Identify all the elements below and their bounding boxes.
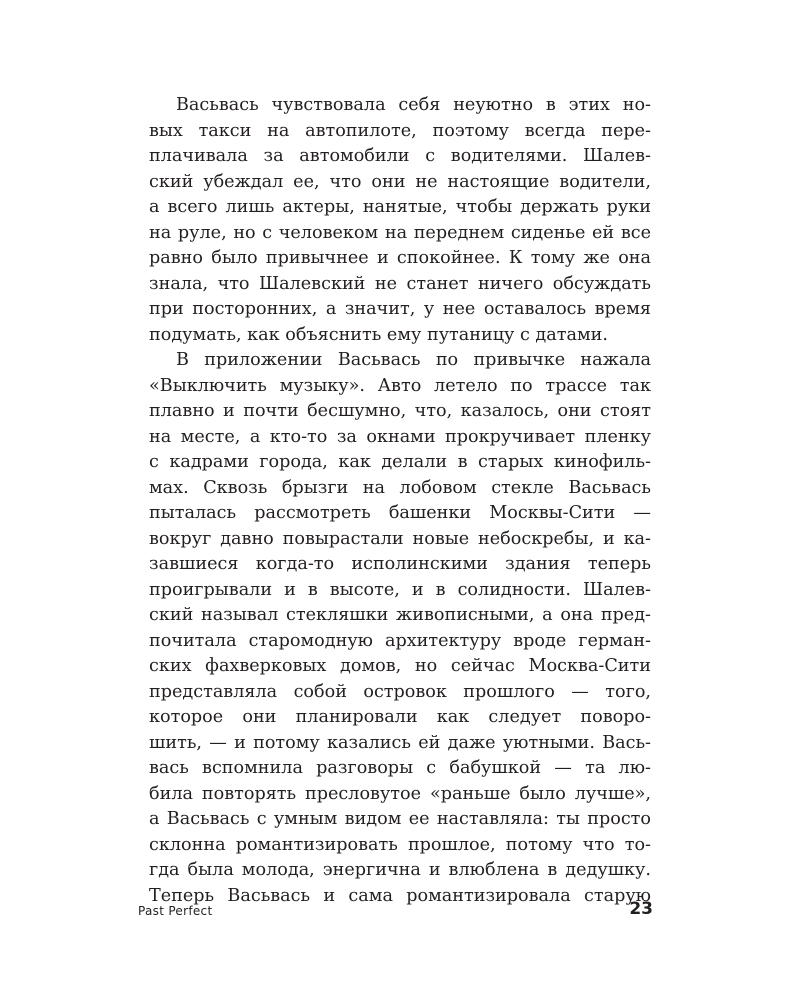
text-line: вокруг давно повырастали новые небоскребы, и ка- [149,528,651,549]
text-line: почитала старомодную архитектуру вроде герман- [149,630,651,651]
text-line: подумать, как объяснить ему путаницу с датами. [149,324,608,345]
body-text [149,93,651,909]
text-line: а Васьвась с умным видом ее наставляла: ты просто [149,809,651,829]
text-line: на руле, но с человеком на переднем сиденье ей все [149,222,651,243]
text-line: знала, что Шалевский не станет ничего обсуждать [149,273,651,294]
text-line: Теперь Васьвась и сама романтизировала старую [149,885,651,906]
text-line: ский убеждал ее, что они не настоящие водители, [149,171,651,192]
text-line: вась вспомнила разговоры с бабушкой — та лю- [149,758,651,778]
text-line: плачивала за автомобили с водителями. Шалев- [149,146,651,166]
text-line: завшиеся когда-то исполинскими здания теперь [149,554,651,574]
text-line: представляла собой островок прошлого — того, [149,681,651,702]
text-line: склонна романтизировать прошлое, потому что то- [149,834,651,855]
text-line: при посторонних, а значит, у нее оставалось время [149,299,651,319]
text-line: В приложении Васьвась по привычке нажала [176,350,651,370]
running-footer-title: Past Perfect [138,904,213,918]
text-line: вых такси на автопилоте, поэтому всегда пере- [149,120,651,141]
text-line: проигрывали и в высоте, и в солидности. Шалев- [149,579,651,600]
text-line: шить, — и потому казались ей даже уютными. Вась- [149,732,651,753]
page-number: 23 [629,899,653,919]
text-line: Васьвась чувствовала себя неуютно в этих но- [176,95,651,115]
text-line: ский называл стекляшки живописными, а она пред- [149,605,651,625]
text-line: плавно и почти бесшумно, что, казалось, они стоят [149,401,651,421]
text-line: равно было привычнее и спокойнее. К тому же она [149,248,651,268]
text-line: а всего лишь актеры, нанятые, чтобы держать руки [149,197,651,217]
text-line: на месте, а кто-то за окнами прокручивает пленку [149,426,651,447]
text-line: с кадрами города, как делали в старых кинофиль- [149,452,651,472]
text-line: гда была молода, энергична и влюблена в дедушку. [149,860,651,880]
text-line: «Выключить музыку». Авто летело по трассе так [149,375,651,396]
text-line: пыталась рассмотреть башенки Москвы-Сити — [149,503,651,523]
text-line: мах. Сквозь брызги на лобовом стекле Васьвась [149,477,651,498]
text-line: ских фахверковых домов, но сейчас Москва-Сити [149,656,651,676]
text-line: била повторять пресловутое «раньше было лучше», [149,783,651,804]
text-line: которое они планировали как следует поворо- [149,707,651,727]
